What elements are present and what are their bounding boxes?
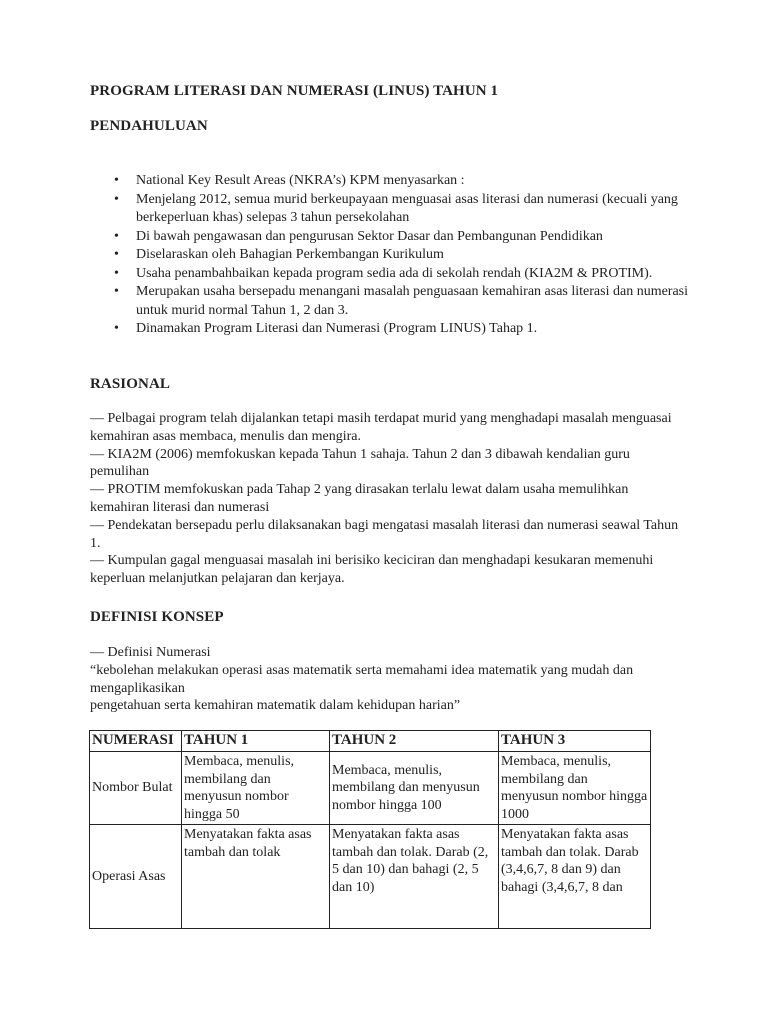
definisi-quote-line: pengetahuan serta kemahiran matematik dalam kehidupan harian” [90, 698, 461, 714]
rasional-point: — Pendekatan bersepadu perlu dilaksanakan bagi mengatasi masalah literasi dan numerasi seawal Tahun 1. [90, 517, 679, 551]
rasional-point: — Pelbagai program telah dijalankan tetapi masih terdapat murid yang menghadapi masalah menguasai kemahiran asas membaca, menulis dan mengira. [90, 411, 672, 444]
document-title: PROGRAM LITERASI DAN NUMERASI (LINUS) TAHUN 1 [90, 83, 499, 99]
table-header: TAHUN 3 [499, 731, 651, 752]
list-item: • Dinamakan Program Literasi dan Numerasi (Program LINUS) Tahap 1. [110, 320, 700, 339]
table-cell: Menyatakan fakta asas tambah dan tolak. Darab (2, 5 dan 10) dan bahagi (2, 5 dan 10) [330, 825, 499, 929]
table-row [90, 825, 651, 929]
numerasi-table [89, 730, 651, 929]
row-label: Operasi Asas [90, 825, 182, 929]
table-cell: Menyatakan fakta asas tambah dan tolak. Darab (3,4,6,7, 8 dan 9) dan bahagi (3,4,6,7, 8 dan [499, 825, 651, 929]
table-row [90, 752, 651, 825]
rasional-point: — Kumpulan gagal menguasai masalah ini berisiko keciciran dan menghadapi kesukaran memenuhi keperluan melanjutkan pelajaran dan kerjaya. [90, 553, 654, 587]
list-item: • Di bawah pengawasan dan pengurusan Sektor Dasar dan Pembangunan Pendidikan [110, 228, 700, 247]
table-cell: Membaca, menulis, membilang dan menyusun nombor hingga 50 [182, 752, 330, 825]
rasional-point: — PROTIM memfokuskan pada Tahap 2 yang dirasakan terlalu lewat dalam usaha memulihkan kemahiran literasi dan numerasi [90, 482, 629, 515]
table-cell: Menyatakan fakta asas tambah dan tolak [182, 825, 330, 929]
table-header: TAHUN 1 [182, 731, 330, 752]
list-item: • Usaha penambahbaikan kepada program sedia ada di sekolah rendah (KIA2M & PROTIM). [110, 265, 700, 284]
row-label: Nombor Bulat [90, 752, 182, 825]
table-header: NUMERASI [90, 731, 182, 752]
list-item: • Menjelang 2012, semua murid berkeupayaan menguasai asas literasi dan numerasi (kecuali yang berkeperluan khas) selepas 3 tahun persekolahan [110, 191, 700, 228]
list-item: • Merupakan usaha bersepadu menangani masalah penguasaan kemahiran asas literasi dan numerasi untuk murid normal Tahun 1, 2 dan 3. [110, 283, 700, 320]
rasional-heading: RASIONAL [90, 376, 170, 392]
definisi-body [90, 644, 690, 715]
rasional-point: — KIA2M (2006) memfokuskan kepada Tahun 1 sahaja. Tahun 2 dan 3 dibawah kendalian guru pemulihan [90, 446, 630, 480]
table-cell: Membaca, menulis, membilang dan menyusun nombor hingga 100 [330, 752, 499, 825]
table-header: TAHUN 2 [330, 731, 499, 752]
definisi-heading: DEFINISI KONSEP [90, 609, 224, 625]
list-item: • Diselaraskan oleh Bahagian Perkembangan Kurikulum [110, 246, 700, 265]
definisi-subheading: — Definisi Numerasi [90, 645, 211, 660]
table-header-row [90, 731, 651, 752]
pendahuluan-heading: PENDAHULUAN [90, 118, 208, 134]
table-cell: Membaca, menulis, membilang dan menyusun nombor hingga 1000 [499, 752, 651, 825]
pendahuluan-list [110, 172, 700, 339]
definisi-quote-line: “kebolehan melakukan operasi asas matematik serta memahami idea matematik yang mudah dan mengaplikasikan [90, 662, 634, 696]
rasional-body [90, 410, 690, 588]
list-item: • National Key Result Areas (NKRA’s) KPM menyasarkan : [110, 172, 700, 191]
